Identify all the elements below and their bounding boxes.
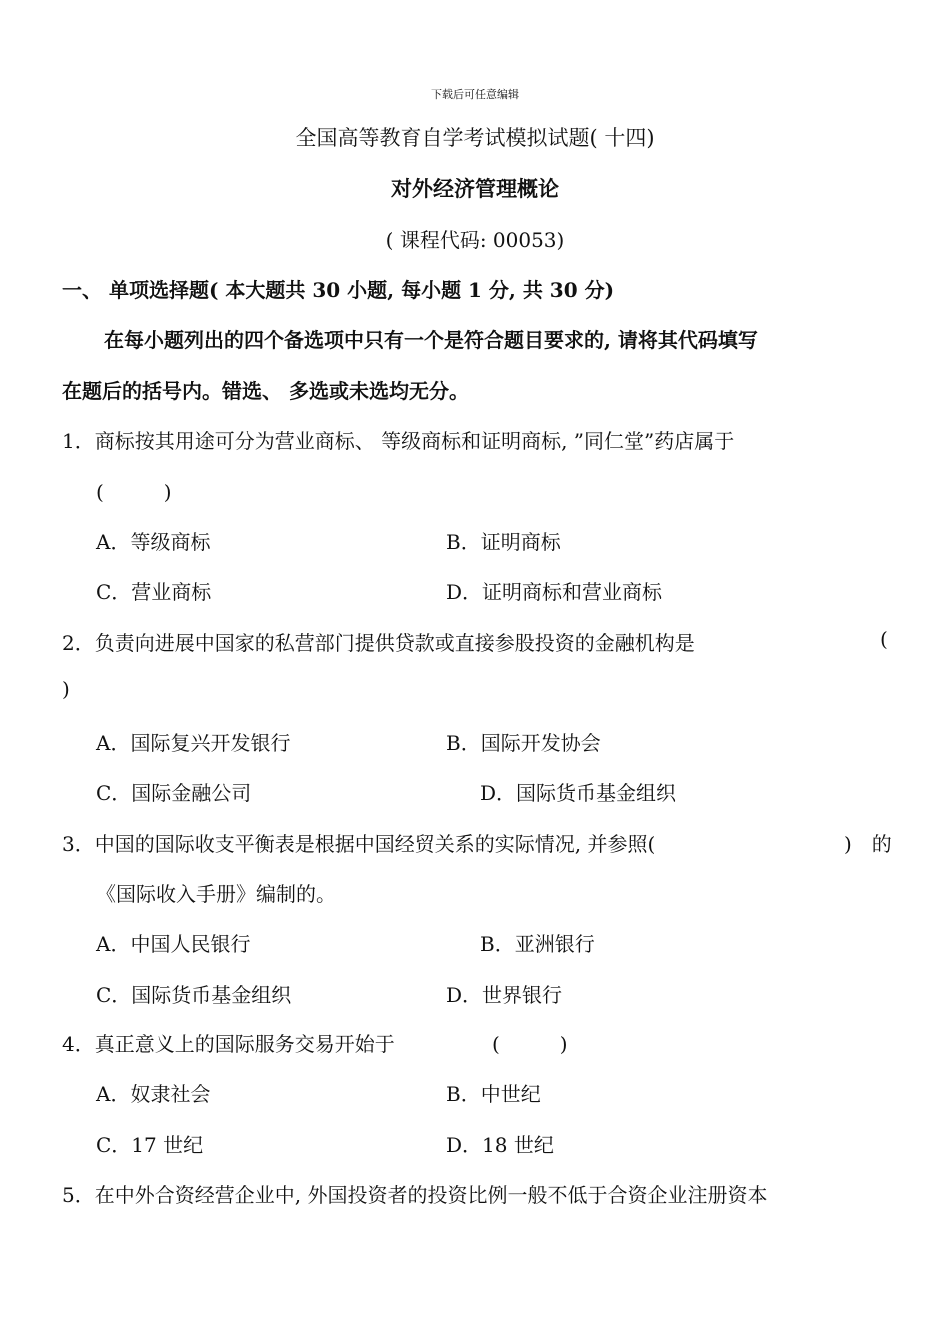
question-4-option-b: B．中世纪 (446, 1082, 541, 1106)
question-1-option-b: B．证明商标 (446, 530, 561, 554)
question-3-option-c: C．国际货币基金组织 (96, 983, 292, 1007)
question-3-option-a: A．中国人民银行 (96, 932, 251, 956)
question-2-option-d: D．国际货币基金组织 (480, 781, 677, 805)
question-4-blank: ( ) (492, 1032, 568, 1056)
question-2-option-c: C．国际金融公司 (96, 781, 252, 805)
exam-title: 全国高等教育自学考试模拟试题( 十四) (295, 126, 655, 150)
question-2-option-b: B．国际开发协会 (446, 731, 601, 755)
question-4-option-a: A．奴隶社会 (96, 1082, 211, 1106)
question-1-text: 1．商标按其用途可分为营业商标、 等级商标和证明商标, ”同仁堂”药店属于 (62, 429, 735, 453)
question-4-text: 4．真正意义上的国际服务交易开始于 (62, 1032, 395, 1056)
question-4-option-d: D．18 世纪 (446, 1133, 554, 1157)
question-3-text-tail: ) 的 (844, 832, 892, 856)
question-2-option-a: A．国际复兴开发银行 (96, 731, 291, 755)
question-3-option-b: B．亚洲银行 (480, 932, 595, 956)
question-3-option-d: D．世界银行 (446, 983, 563, 1007)
instruction-line-1: 在每小题列出的四个备选项中只有一个是符合题目要求的, 请将其代码填写 (104, 328, 758, 352)
header-note: 下载后可任意编辑 (431, 88, 519, 101)
question-2-paren-open: ( (880, 627, 888, 651)
section-heading: 一、 单项选择题( 本大题共 30 小题, 每小题 1 分, 共 30 分) (62, 278, 615, 302)
course-code: ( 课程代码: 00053) (385, 228, 565, 252)
question-1-option-a: A．等级商标 (96, 530, 211, 554)
question-5-text: 5．在中外合资经营企业中, 外国投资者的投资比例一般不低于合资企业注册资本 (62, 1183, 768, 1207)
question-3-text: 3．中国的国际收支平衡表是根据中国经贸关系的实际情况, 并参照( (62, 832, 656, 856)
question-1-blank: ( ) (96, 480, 172, 504)
instruction-line-2: 在题后的括号内。错选、 多选或未选均无分。 (62, 379, 469, 403)
question-1-option-d: D．证明商标和营业商标 (446, 580, 663, 604)
question-2-text: 2．负责向进展中国家的私营部门提供贷款或直接参股投资的金融机构是 (62, 631, 695, 655)
question-4-option-c: C．17 世纪 (96, 1133, 204, 1157)
subject-title: 对外经济管理概论 (391, 176, 559, 201)
question-3-text-line2: 《国际收入手册》编制的。 (96, 882, 336, 906)
question-1-option-c: C．营业商标 (96, 580, 212, 604)
question-2-paren-close: ) (62, 677, 70, 701)
